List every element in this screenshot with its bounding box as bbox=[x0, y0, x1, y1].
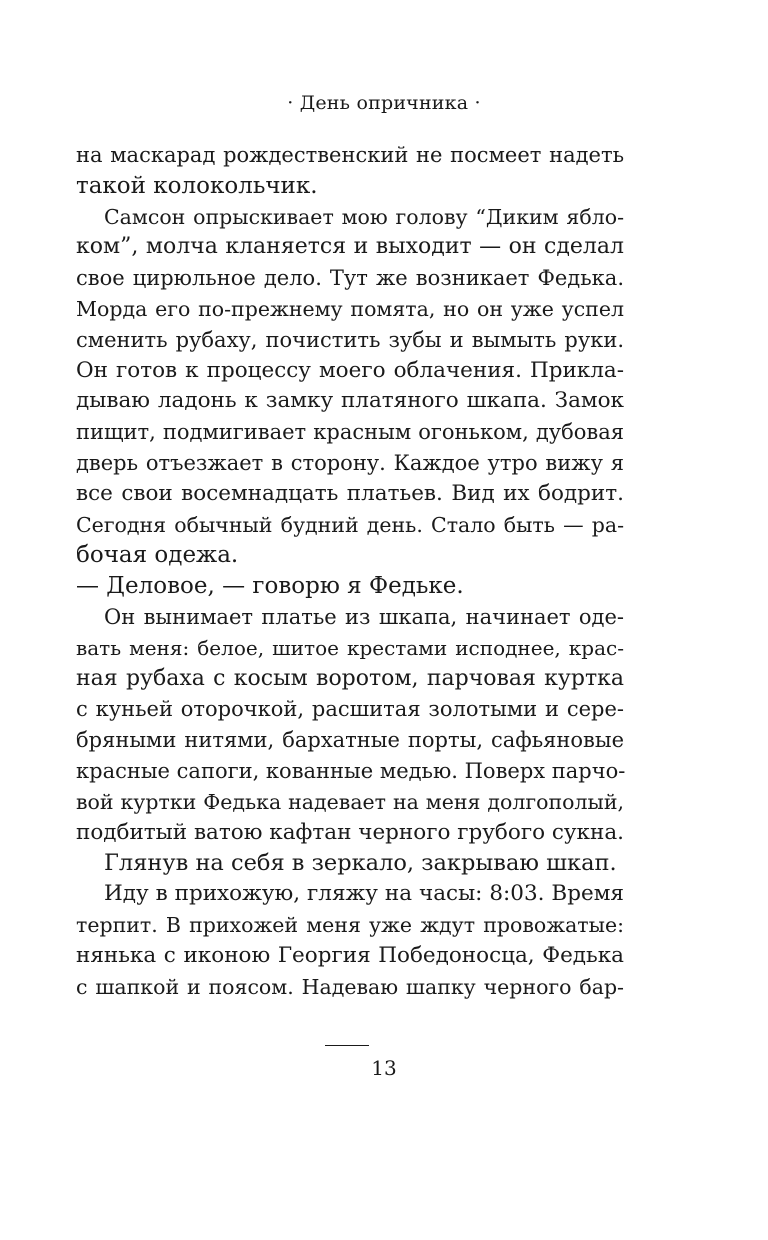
text-line: дверь отъезжает в сторону. Каждое утро вижу я bbox=[76, 450, 624, 475]
text-line: вой куртки Федька надевает на меня долгополый, bbox=[76, 789, 624, 814]
text-line: с шапкой и поясом. Надеваю шапку черного бар- bbox=[76, 974, 624, 999]
text-line: на маскарад рождественский не посмеет надеть bbox=[76, 143, 624, 167]
running-head: · День опричника · bbox=[287, 92, 481, 114]
folio-rule bbox=[325, 1045, 369, 1046]
text-line: нянька с иконою Георгия Победоносца, Федька bbox=[76, 942, 624, 968]
text-line: Иду в прихожую, гляжу на часы: 8:03. Время bbox=[104, 881, 624, 907]
text-line: бряными нитями, бархатные порты, сафьяновые bbox=[76, 728, 624, 753]
text-line: бочая одежа. bbox=[76, 542, 239, 569]
text-line: терпит. В прихожей меня уже ждут провожатые: bbox=[76, 912, 624, 937]
text-line: вать меня: белое, шитое крестами исподнее, крас- bbox=[76, 635, 624, 660]
text-line: свое цирюльное дело. Тут же возникает Федька. bbox=[76, 266, 624, 291]
text-line: подбитый ватою кафтан черного грубого сукна. bbox=[76, 819, 624, 845]
text-line: такой колокольчик. bbox=[76, 172, 318, 199]
text-line: с куньей оторочкой, расшитая золотыми и сере- bbox=[76, 697, 624, 722]
page-number: 13 bbox=[371, 1056, 397, 1080]
text-line: дываю ладонь к замку платяного шкапа. Замок bbox=[76, 388, 624, 414]
text-line: красные сапоги, кованные медью. Поверх парчо- bbox=[76, 758, 626, 783]
text-line: пищит, подмигивает красным огоньком, дубовая bbox=[76, 420, 624, 445]
text-line: Морда его по-прежнему помята, но он уже успел bbox=[76, 296, 624, 321]
text-line: Он готов к процессу моего облачения. Прикла- bbox=[76, 357, 624, 383]
text-line: сменить рубаху, почистить зубы и вымыть руки. bbox=[76, 327, 624, 352]
text-line: — Деловое, — говорю я Федьке. bbox=[76, 573, 464, 600]
text-line: ком”, молча кланяется и выходит — он сделал bbox=[76, 234, 624, 260]
text-line: Он вынимает платье из шкапа, начинает оде- bbox=[104, 604, 624, 629]
text-line: Самсон опрыскивает мою голову “Диким ябло- bbox=[104, 204, 624, 229]
text-line: Сегодня обычный будний день. Стало быть — ра- bbox=[76, 512, 624, 537]
text-line: все свои восемнадцать платьев. Вид их бодрит. bbox=[76, 480, 624, 506]
text-line: Глянув на себя в зеркало, закрываю шкап. bbox=[104, 850, 617, 877]
body-text bbox=[76, 140, 624, 1002]
text-line: ная рубаха с косым воротом, парчовая куртка bbox=[76, 665, 624, 691]
